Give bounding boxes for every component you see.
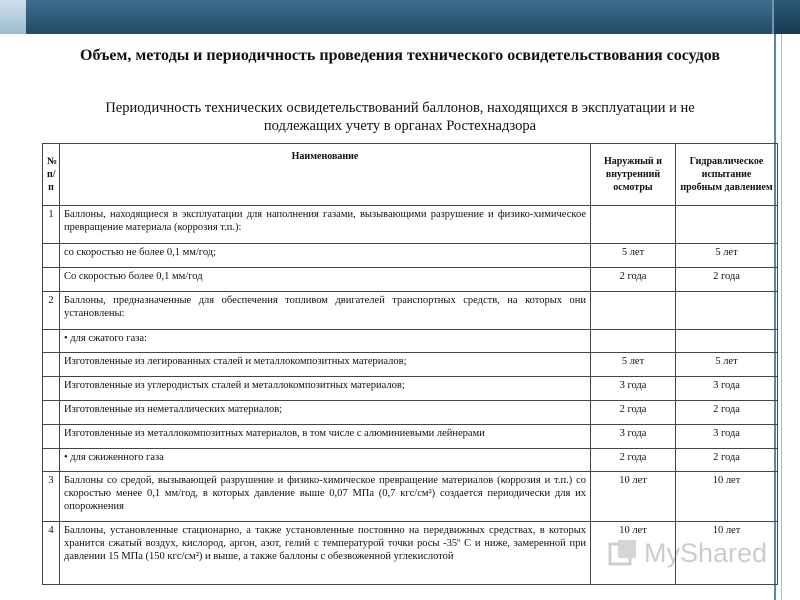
row-name-cell: • для сжатого газа: <box>60 330 591 353</box>
row-name-cell: Изготовленные из углеродистых сталей и металлокомпозитных материалов; <box>60 377 591 401</box>
row-inspection-cell <box>591 206 676 244</box>
row-num-cell <box>43 244 60 268</box>
row-name-cell: Изготовленные из металлокомпозитных материалов, в том числе с алюминиевыми лейнерами <box>60 425 591 449</box>
row-num-cell: 2 <box>43 292 60 330</box>
watermark-text: MyShared <box>644 538 768 568</box>
row-hydro-cell: 3 года <box>676 377 778 401</box>
row-inspection-cell: 3 года <box>591 377 676 401</box>
row-name-cell: со скоростью не более 0,1 мм/год; <box>60 244 591 268</box>
row-num-cell <box>43 268 60 292</box>
row-name-cell: Изготовленные из неметаллических материалов; <box>60 401 591 425</box>
row-inspection-cell: 2 года <box>591 449 676 472</box>
row-inspection-cell <box>591 330 676 353</box>
row-hydro-cell <box>676 206 778 244</box>
table-row <box>43 377 778 401</box>
row-hydro-cell: 10 лет <box>676 472 778 522</box>
row-hydro-cell: 2 года <box>676 449 778 472</box>
row-hydro-cell <box>676 330 778 353</box>
header-bar-highlight <box>0 0 26 34</box>
table-row <box>43 522 778 585</box>
header-bar-cap <box>772 0 800 34</box>
row-inspection-cell: 10 лет <box>591 522 676 585</box>
slide-title: Объем, методы и периодичность проведения технического освидетельствования сосудов <box>80 47 720 64</box>
table-row <box>43 244 778 268</box>
header-bar <box>0 0 800 34</box>
row-num-cell <box>43 425 60 449</box>
table-row <box>43 472 778 522</box>
slide-subtitle: Периодичность технических освидетельствований баллонов, находящихся в эксплуатации и не подлежащих учету в органах Ростехнадзора <box>105 100 695 134</box>
row-inspection-cell: 5 лет <box>591 244 676 268</box>
row-hydro-cell: 10 лет <box>676 522 778 585</box>
row-num-cell <box>43 401 60 425</box>
row-name-cell: Баллоны, предназначенные для обеспечения топливом двигателей транспортных средств, на которых они установлены: <box>60 292 591 330</box>
table-body <box>43 206 778 585</box>
row-num-cell <box>43 377 60 401</box>
header-num: № п/п <box>43 144 60 206</box>
row-inspection-cell: 3 года <box>591 425 676 449</box>
table-row <box>43 425 778 449</box>
row-name-cell: Баллоны со средой, вызывающей разрушение и физико-химическое превращение материалов (коррозия и т.п.) со скоростью менее 0,1 мм/год, в которых давление выше 0,07 МПа (0,7 кгс/см²) создается периодически для их опорожнения <box>60 472 591 522</box>
table-row <box>43 401 778 425</box>
row-num-cell <box>43 353 60 377</box>
table-row <box>43 292 778 330</box>
row-hydro-cell: 5 лет <box>676 244 778 268</box>
row-num-cell: 3 <box>43 472 60 522</box>
header-name: Наименование <box>60 144 591 206</box>
row-inspection-cell <box>591 292 676 330</box>
row-hydro-cell: 2 года <box>676 401 778 425</box>
row-name-cell: Изготовленные из легированных сталей и металлокомпозитных материалов; <box>60 353 591 377</box>
row-inspection-cell: 10 лет <box>591 472 676 522</box>
row-inspection-cell: 2 года <box>591 268 676 292</box>
table-row <box>43 330 778 353</box>
table-row <box>43 206 778 244</box>
inspection-table <box>42 143 778 585</box>
row-hydro-cell: 3 года <box>676 425 778 449</box>
row-name-cell: Баллоны, находящиеся в эксплуатации для наполнения газами, вызывающими разрушение и физико-химическое превращение материала (коррозия т.п.): <box>60 206 591 244</box>
table-row <box>43 449 778 472</box>
row-num-cell <box>43 330 60 353</box>
row-name-cell: • для сжиженного газа <box>60 449 591 472</box>
table-header-row <box>43 144 778 206</box>
table-row <box>43 353 778 377</box>
row-num-cell <box>43 449 60 472</box>
row-inspection-cell: 2 года <box>591 401 676 425</box>
header-hydro: Гидравлическое испытание пробным давлением <box>676 144 778 206</box>
right-rule-thin <box>781 34 782 600</box>
row-name-cell: Со скоростью более 0,1 мм/год <box>60 268 591 292</box>
header-inspection: Наружный и внутренний осмотры <box>591 144 676 206</box>
row-num-cell: 4 <box>43 522 60 585</box>
row-num-cell: 1 <box>43 206 60 244</box>
row-hydro-cell: 2 года <box>676 268 778 292</box>
table-row <box>43 268 778 292</box>
row-hydro-cell: 5 лет <box>676 353 778 377</box>
row-name-cell: Баллоны, установленные стационарно, а также установленные постоянно на передвижных средствах, в которых хранится сжатый воздух, кислород, аргон, азот, гелий с температурой точки росы -35º С и ниже, замеренной при давлении 15 МПа (150 кгс/см²) и выше, а также баллоны с обезвоженной углекислотой <box>60 522 591 585</box>
row-inspection-cell: 5 лет <box>591 353 676 377</box>
row-hydro-cell <box>676 292 778 330</box>
